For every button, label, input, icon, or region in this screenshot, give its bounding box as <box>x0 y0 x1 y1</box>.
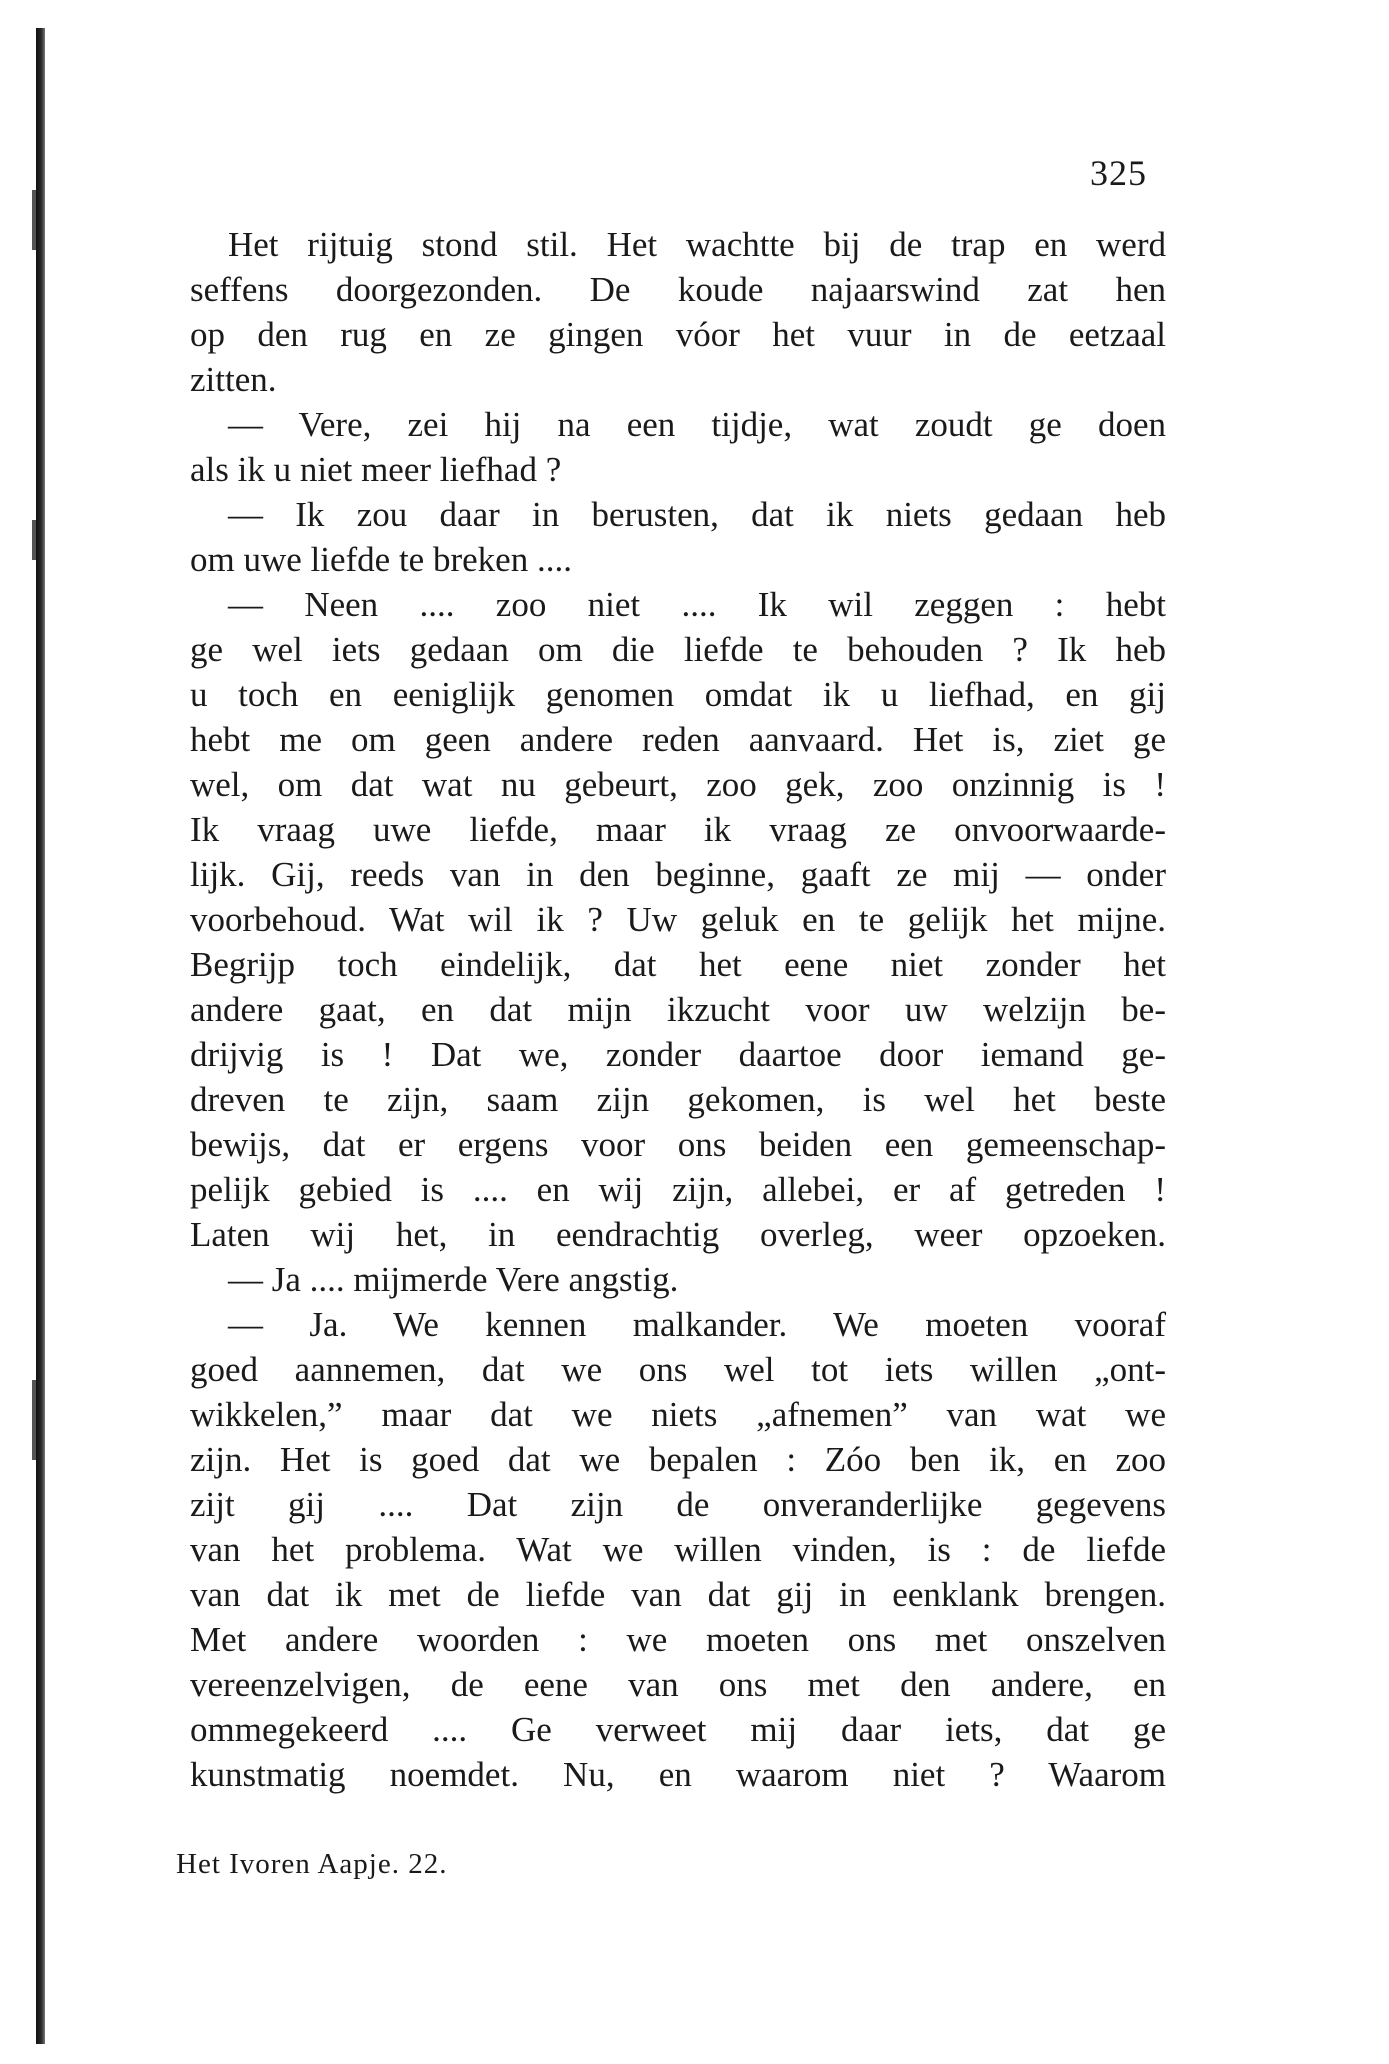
text-line: ge wel iets gedaan om die liefde te behouden ? Ik heb <box>190 630 1166 669</box>
text-line: dreven te zijn, saam zijn gekomen, is wel het beste <box>190 1080 1166 1119</box>
text-line: seffens doorgezonden. De koude najaarswind zat hen <box>190 270 1166 309</box>
text-line: — Ik zou daar in berusten, dat ik niets gedaan heb <box>228 495 1166 534</box>
text-line: zijt gij .... Dat zijn de onveranderlijke gegevens <box>190 1485 1166 1524</box>
page-binding-edge <box>36 28 45 2044</box>
text-line: Laten wij het, in eendrachtig overleg, weer opzoeken. <box>190 1215 1166 1254</box>
binding-edge-mark <box>32 520 36 560</box>
text-line: zitten. <box>190 360 277 399</box>
text-line: goed aannemen, dat we ons wel tot iets willen „ont- <box>190 1350 1166 1389</box>
text-line: hebt me om geen andere reden aanvaard. Het is, ziet ge <box>190 720 1166 759</box>
text-line: bewijs, dat er ergens voor ons beiden een gemeenschap- <box>190 1125 1166 1164</box>
text-line: wel, om dat wat nu gebeurt, zoo gek, zoo onzinnig is ! <box>190 765 1166 804</box>
text-line: — Vere, zei hij na een tijdje, wat zoudt ge doen <box>228 405 1166 444</box>
body-text <box>190 222 1166 1797</box>
text-line: lijk. Gij, reeds van in den beginne, gaaft ze mij — onder <box>190 855 1166 894</box>
binding-edge-mark <box>32 1380 36 1460</box>
text-line: vereenzelvigen, de eene van ons met den andere, en <box>190 1665 1166 1704</box>
text-line: Ik vraag uwe liefde, maar ik vraag ze onvoorwaarde- <box>190 810 1166 849</box>
text-line: pelijk gebied is .... en wij zijn, allebei, er af getreden ! <box>190 1170 1166 1209</box>
text-line: — Ja. We kennen malkander. We moeten vooraf <box>228 1305 1166 1344</box>
text-line: van het problema. Wat we willen vinden, is : de liefde <box>190 1530 1166 1569</box>
text-line: als ik u niet meer liefhad ? <box>190 450 562 489</box>
text-line: — Ja .... mijmerde Vere angstig. <box>228 1260 679 1299</box>
text-line: voorbehoud. Wat wil ik ? Uw geluk en te gelijk het mijne. <box>190 900 1166 939</box>
text-line: andere gaat, en dat mijn ikzucht voor uw welzijn be- <box>190 990 1166 1029</box>
text-line: wikkelen,” maar dat we niets „afnemen” van wat we <box>190 1395 1166 1434</box>
page-footer-signature: Het Ivoren Aapje. 22. <box>176 1848 448 1880</box>
text-line: — Neen .... zoo niet .... Ik wil zeggen : hebt <box>228 585 1166 624</box>
text-line: van dat ik met de liefde van dat gij in eenklank brengen. <box>190 1575 1166 1614</box>
text-line: kunstmatig noemdet. Nu, en waarom niet ? Waarom <box>190 1755 1166 1794</box>
text-line: om uwe liefde te breken .... <box>190 540 572 579</box>
text-line: Met andere woorden : we moeten ons met onszelven <box>190 1620 1166 1659</box>
text-line: Begrijp toch eindelijk, dat het eene niet zonder het <box>190 945 1166 984</box>
text-line: op den rug en ze gingen vóor het vuur in de eetzaal <box>190 315 1166 354</box>
page-number: 325 <box>1090 153 1147 193</box>
text-line: ommegekeerd .... Ge verweet mij daar iets, dat ge <box>190 1710 1166 1749</box>
text-line: drijvig is ! Dat we, zonder daartoe door iemand ge- <box>190 1035 1166 1074</box>
text-line: Het rijtuig stond stil. Het wachtte bij de trap en werd <box>228 225 1166 264</box>
text-line: zijn. Het is goed dat we bepalen : Zóo ben ik, en zoo <box>190 1440 1166 1479</box>
text-line: u toch en eeniglijk genomen omdat ik u liefhad, en gij <box>190 675 1166 714</box>
binding-edge-mark <box>32 190 36 250</box>
